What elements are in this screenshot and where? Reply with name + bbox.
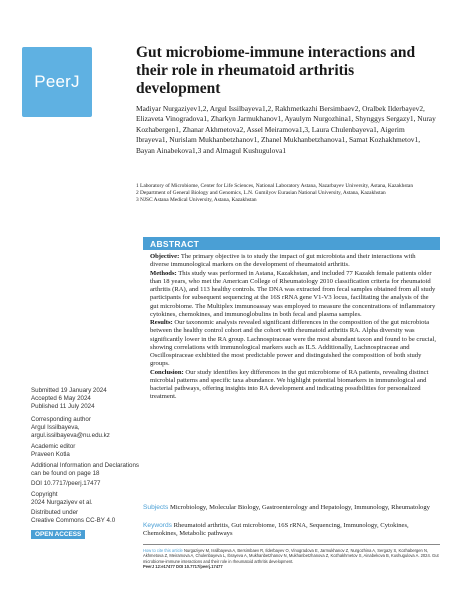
abstract-label: Methods:	[150, 269, 177, 277]
copyright-text: 2024 Nurgaziyev et al.	[31, 499, 93, 506]
dates-block	[31, 387, 139, 411]
citation-text: Nurgaziyev M, Issilbayeva A, Bersimbaev R, Ilderbayev O, Vinogradova E, Jarmukhanov Z, Nurgozhina A, Sergazy S, Kozhabergen N, Akhmetova Z, Meiramova A, Chulenbayeva L, Ibrayeva A, Mukhanbetzhanov N, Mukhanbetzhanova Z, Kozhakhmetov S, Ainabekova B, Kushugulova A. 2024. Gut microbiome-immune interactions and their role in rheumatoid arthritis development.	[143, 548, 439, 564]
additional-info[interactable]: Additional Information and Declarations can be found on page 18	[31, 462, 140, 477]
citation-journal[interactable]: PeerJ 12:e17477 DOI 10.7717/peerj.17477	[143, 564, 223, 570]
affiliation-2: 2 Department of General Biology and Genomics, L.N. Gumilyov Eurasian National University, Astana, Kazakhstan	[136, 190, 386, 197]
keywords-label: Keywords	[143, 522, 172, 529]
keywords	[143, 522, 443, 538]
logo-text: PeerJ	[34, 72, 80, 91]
subjects-text: Microbiology, Molecular Biology, Gastroenterology and Hepatology, Immunology, Rheumatology	[169, 504, 430, 511]
corresponding-label: Corresponding author	[31, 416, 91, 423]
abstract-label: Objective:	[150, 253, 180, 260]
abstract-text: This study was performed in Astana, Kazakhstan, and included 77 Kazakh female patients older than 18 years, who met the American College of Rheumatology 2010 classification criteria for rheumatoid arthritis (RA), and 113 healthy controls. The DNA was extracted from fecal samples obtained from all study participants for subsequent sequencing at the 16S rRNA gene V1-V3 locus, facilitating the analysis of the gut microbiome. The Multiplex immunoassay was employed to measure the concentrations of inflammatory cytokines, chemokines, and immunoglobulins in both fecal and plasma samples.	[150, 269, 436, 318]
abstract-body	[150, 253, 436, 402]
peerj-logo	[22, 47, 92, 117]
abstract-objective	[150, 253, 436, 270]
abstract-text: Our taxonomic analysis revealed significant differences in the composition of the gut microbiota between the healthy control cohort and the cohort with rheumatoid arthritis RA. Alpha diversity was significantly lower in the RA group. Lachnospiraceae were the most abundant taxon and found to be crucial, showing correlations with immunological markers such as IL5. Additionally, Lachnospiraceae and Oscillospiraceae exhibited the most predictable power and distinguished the composition of both study groups.	[150, 319, 437, 368]
license-link[interactable]: Creative Commons CC-BY 4.0	[31, 517, 116, 524]
subjects	[143, 504, 443, 512]
corresponding-email[interactable]: argul.issilbayeva@nu.edu.kz	[31, 432, 110, 439]
accepted-date: Accepted 6 May 2024	[31, 395, 91, 402]
abstract-text: The primary objective is to study the impact of gut microbiota and their interactions with diverse immunological markers on the development of rheumatoid arthritis.	[150, 253, 416, 269]
copyright-block	[31, 491, 139, 507]
doi-link[interactable]: DOI 10.7717/peerj.17477	[31, 480, 101, 487]
corresponding-block	[31, 416, 139, 440]
open-access-badge: OPEN ACCESS	[31, 530, 85, 539]
published-date: Published 11 July 2024	[31, 403, 95, 410]
editor-label: Academic editor	[31, 443, 76, 450]
affiliations	[136, 183, 436, 205]
subjects-label: Subjects	[143, 504, 169, 511]
citation-block	[143, 548, 443, 570]
abstract-label: Results:	[150, 319, 173, 326]
submitted-date: Submitted 19 January 2024	[31, 387, 107, 394]
affiliation-3: 3 NJSC Astana Medical University, Astana, Kazakhstan	[136, 197, 257, 204]
abstract-heading: ABSTRACT	[150, 238, 200, 249]
abstract-label: Conclusion:	[150, 368, 184, 376]
abstract-conclusion	[150, 369, 436, 402]
affiliation-1: 1 Laboratory of Microbiome, Center for Life Sciences, National Laboratory Astana, Nazarbayev University, Astana, Kazakhstan	[136, 183, 414, 189]
abstract-results	[150, 319, 436, 369]
distributed-label: Distributed under	[31, 509, 79, 516]
keywords-text: Rheumatoid arthritis, Gut microbiome, 16S rRNA, Sequencing, Immunology, Cytokines, Chemokines, Metabolic pathways	[143, 522, 409, 538]
citation-label: How to cite this article	[143, 548, 183, 553]
copyright-label: Copyright	[31, 491, 58, 498]
corresponding-name: Argul Issilbayeva,	[31, 424, 80, 431]
abstract-heading-bar	[143, 237, 440, 250]
license-block	[31, 509, 139, 525]
editor-name: Praveen Kotla	[31, 451, 70, 458]
author-list: Madiyar Nurgaziyev1,2, Argul Issilbayeva1,2, Rakhmetkazhi Bersimbaev2, Oralbek Ilderbayev2, Elizaveta Vinogradova1, Zharkyn Jarmukhanov1, Ayaulym Nurgozhina1, Shynggys Sergazy1, Nuray Kozhabergen1, Zhanar Akhmetova2, Assel Meiramova1,3, Laura Chulenbayeva1, Aigerim Ibrayeva1, Nurislam Mukhanbetzhanov1, Zhanel Mukhanbetzhanova1, Samat Kozhakhmetov1, Bayan Ainabekova1,3 and Almagul Kushugulova1	[136, 104, 436, 155]
abstract-methods	[150, 270, 436, 320]
footer-divider	[143, 544, 440, 545]
article-title: Gut microbiome-immune interactions and their role in rheumatoid arthritis development	[136, 44, 416, 97]
editor-block	[31, 443, 139, 459]
abstract-text: Our study identifies key differences in the gut microbiome of RA patients, revealing distinct microbial patterns and specific taxa abundance. We highlight potential biomarkers in immunological and bacterial pathways, offering insights into RA development and indicating possibilities for personalized treatment.	[150, 368, 429, 401]
